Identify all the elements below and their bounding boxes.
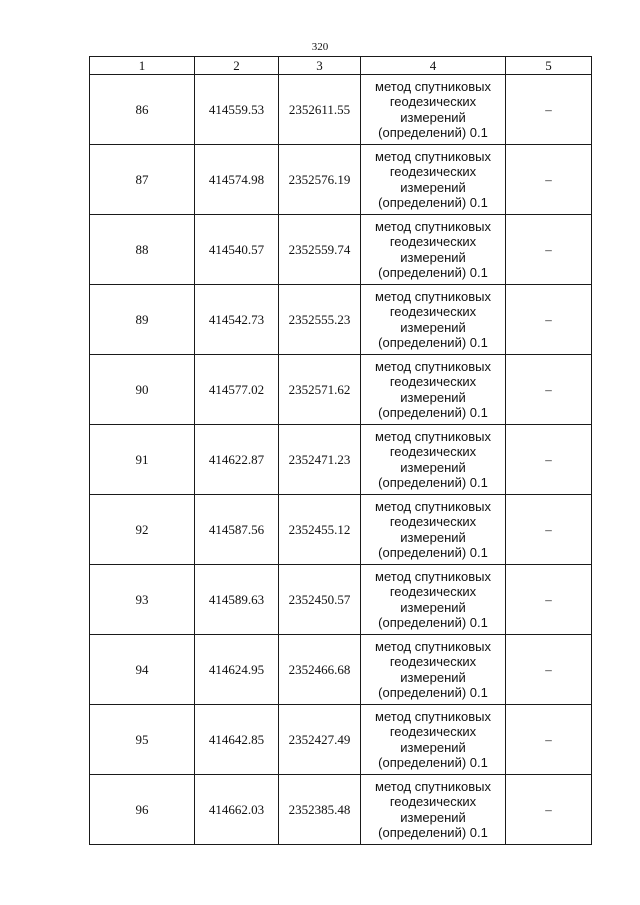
method-text-line: (определений) 0.1 <box>378 545 488 560</box>
method-cell <box>361 285 506 355</box>
method-text-line: (определений) 0.1 <box>378 615 488 630</box>
x-coordinate-cell: 414574.98 <box>195 145 279 215</box>
method-text-line: измерений <box>400 179 466 195</box>
point-number-cell: 93 <box>90 565 195 635</box>
note-cell: – <box>506 495 592 565</box>
y-coordinate-cell: 2352427.49 <box>279 705 361 775</box>
point-number-cell: 88 <box>90 215 195 285</box>
method-text-line: метод спутниковых <box>375 358 491 374</box>
method-text-line: геодезических <box>389 94 477 109</box>
table-body <box>90 75 592 845</box>
note-cell: – <box>506 355 592 425</box>
y-coordinate-cell: 2352576.19 <box>279 145 361 215</box>
method-text-line: геодезических <box>389 304 477 319</box>
y-coordinate-cell: 2352471.23 <box>279 425 361 495</box>
method-cell <box>361 425 506 495</box>
note-cell: – <box>506 705 592 775</box>
method-text-line: (определений) 0.1 <box>378 685 488 700</box>
column-header-1: 1 <box>90 57 195 75</box>
method-text-line: геодезических <box>389 794 477 809</box>
x-coordinate-cell: 414577.02 <box>195 355 279 425</box>
point-number-cell: 95 <box>90 705 195 775</box>
table-row <box>90 775 592 845</box>
method-text-line: (определений) 0.1 <box>378 755 488 770</box>
method-text-line: измерений <box>400 739 466 755</box>
method-text-line: метод спутниковых <box>375 638 491 654</box>
y-coordinate-cell: 2352450.57 <box>279 565 361 635</box>
method-text-line: (определений) 0.1 <box>378 405 488 420</box>
method-cell <box>361 215 506 285</box>
table-row <box>90 565 592 635</box>
table-row <box>90 495 592 565</box>
coordinates-table <box>89 56 592 845</box>
x-coordinate-cell: 414589.63 <box>195 565 279 635</box>
method-text-line: измерений <box>400 529 466 545</box>
point-number-cell: 96 <box>90 775 195 845</box>
method-cell <box>361 495 506 565</box>
column-header-5: 5 <box>506 57 592 75</box>
method-cell <box>361 775 506 845</box>
method-text-line: геодезических <box>389 444 477 459</box>
method-text-line: метод спутниковых <box>375 218 491 234</box>
method-text-line: измерений <box>400 599 466 615</box>
column-header-3: 3 <box>279 57 361 75</box>
method-cell <box>361 705 506 775</box>
method-text-line: измерений <box>400 389 466 405</box>
method-text-line: метод спутниковых <box>375 708 491 724</box>
table-row <box>90 75 592 145</box>
note-cell: – <box>506 565 592 635</box>
note-cell: – <box>506 145 592 215</box>
x-coordinate-cell: 414642.85 <box>195 705 279 775</box>
x-coordinate-cell: 414587.56 <box>195 495 279 565</box>
method-text-line: геодезических <box>389 584 477 599</box>
method-text-line: метод спутниковых <box>375 428 491 444</box>
table-row <box>90 705 592 775</box>
point-number-cell: 91 <box>90 425 195 495</box>
y-coordinate-cell: 2352455.12 <box>279 495 361 565</box>
method-cell <box>361 355 506 425</box>
point-number-cell: 92 <box>90 495 195 565</box>
method-text-line: (определений) 0.1 <box>378 265 488 280</box>
table-row <box>90 285 592 355</box>
method-text-line: (определений) 0.1 <box>378 125 488 140</box>
method-text-line: измерений <box>400 459 466 475</box>
method-text-line: измерений <box>400 809 466 825</box>
method-text-line: измерений <box>400 249 466 265</box>
x-coordinate-cell: 414622.87 <box>195 425 279 495</box>
method-text-line: метод спутниковых <box>375 778 491 794</box>
column-header-2: 2 <box>195 57 279 75</box>
method-text-line: геодезических <box>389 724 477 739</box>
table-row <box>90 355 592 425</box>
y-coordinate-cell: 2352385.48 <box>279 775 361 845</box>
y-coordinate-cell: 2352571.62 <box>279 355 361 425</box>
point-number-cell: 89 <box>90 285 195 355</box>
table-row <box>90 425 592 495</box>
column-header-4: 4 <box>361 57 506 75</box>
table-row <box>90 145 592 215</box>
method-cell <box>361 565 506 635</box>
note-cell: – <box>506 635 592 705</box>
point-number-cell: 94 <box>90 635 195 705</box>
note-cell: – <box>506 285 592 355</box>
table-row <box>90 635 592 705</box>
x-coordinate-cell: 414542.73 <box>195 285 279 355</box>
method-text-line: метод спутниковых <box>375 288 491 304</box>
x-coordinate-cell: 414540.57 <box>195 215 279 285</box>
method-text-line: (определений) 0.1 <box>378 825 488 840</box>
method-text-line: метод спутниковых <box>375 78 491 94</box>
point-number-cell: 86 <box>90 75 195 145</box>
method-text-line: измерений <box>400 109 466 125</box>
table-row <box>90 215 592 285</box>
method-text-line: геодезических <box>389 514 477 529</box>
y-coordinate-cell: 2352466.68 <box>279 635 361 705</box>
y-coordinate-cell: 2352611.55 <box>279 75 361 145</box>
page-number: 320 <box>311 41 329 53</box>
x-coordinate-cell: 414624.95 <box>195 635 279 705</box>
method-text-line: метод спутниковых <box>375 148 491 164</box>
x-coordinate-cell: 414662.03 <box>195 775 279 845</box>
method-cell <box>361 145 506 215</box>
method-text-line: метод спутниковых <box>375 568 491 584</box>
note-cell: – <box>506 775 592 845</box>
method-text-line: геодезических <box>389 374 477 389</box>
method-text-line: геодезических <box>389 234 477 249</box>
method-text-line: (определений) 0.1 <box>378 475 488 490</box>
x-coordinate-cell: 414559.53 <box>195 75 279 145</box>
method-cell <box>361 635 506 705</box>
y-coordinate-cell: 2352559.74 <box>279 215 361 285</box>
y-coordinate-cell: 2352555.23 <box>279 285 361 355</box>
header-row <box>90 57 592 75</box>
method-text-line: (определений) 0.1 <box>378 195 488 210</box>
note-cell: – <box>506 75 592 145</box>
method-cell <box>361 75 506 145</box>
method-text-line: измерений <box>400 669 466 685</box>
point-number-cell: 87 <box>90 145 195 215</box>
method-text-line: геодезических <box>389 164 477 179</box>
note-cell: – <box>506 215 592 285</box>
method-text-line: измерений <box>400 319 466 335</box>
method-text-line: геодезических <box>389 654 477 669</box>
method-text-line: (определений) 0.1 <box>378 335 488 350</box>
method-text-line: метод спутниковых <box>375 498 491 514</box>
note-cell: – <box>506 425 592 495</box>
point-number-cell: 90 <box>90 355 195 425</box>
